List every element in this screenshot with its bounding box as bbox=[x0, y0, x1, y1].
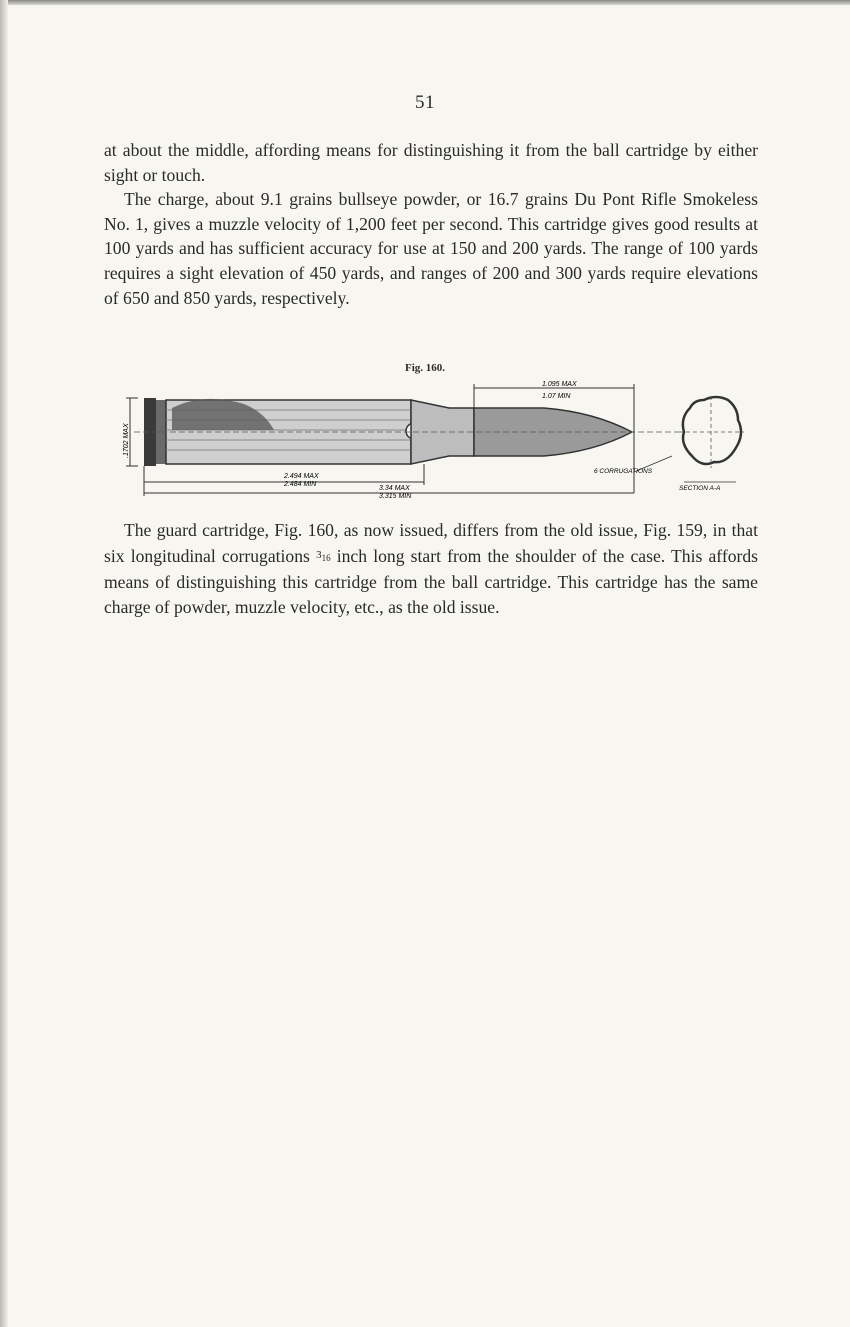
page-left-edge bbox=[0, 0, 8, 1327]
label-case-min: 2.484 MIN bbox=[284, 481, 317, 488]
paragraph-guard-text-2: inch long start from the shoulder of the case. This affords means of distinguishing this cartridge from the ball cartridge. This cartridge has the same charge of powder, muzzle velocity, etc., as the old issue. bbox=[104, 545, 758, 617]
label-corrugations: 6 CORRUGATIONS bbox=[594, 468, 653, 475]
page-number: 51 bbox=[415, 92, 435, 113]
text-block-top bbox=[104, 138, 758, 310]
label-section-a-a: SECTION A-A bbox=[679, 485, 721, 492]
label-overall-min: 3.315 MIN bbox=[379, 493, 412, 500]
paragraph-guard-cartridge bbox=[104, 518, 758, 619]
text-block-bottom bbox=[104, 518, 758, 619]
fraction-denominator: 16 bbox=[321, 552, 331, 563]
fraction-three-sixteenths bbox=[316, 549, 331, 561]
fraction-numerator: 3 bbox=[316, 548, 322, 561]
paragraph-continuation: at about the middle, affording means for distinguishing it from the ball cartridge by either sight or touch. bbox=[104, 140, 758, 185]
label-diameter: .1702 MAX bbox=[123, 423, 130, 458]
paragraph-guard-text-1: The guard cartridge, Fig. 160, as now issued, differs from the old issue, Fig. 159, in that six longitudinal corrugations bbox=[104, 520, 758, 566]
figure-caption: Fig. 160. bbox=[404, 362, 446, 374]
label-overall-max: 3.34 MAX bbox=[379, 485, 410, 492]
label-bullet-min: 1.07 MIN bbox=[542, 393, 571, 400]
label-bullet-max: 1.095 MAX bbox=[542, 381, 577, 388]
paragraph-charge: The charge, about 9.1 grains bullseye powder, or 16.7 grains Du Pont Rifle Smokeless No. 1, gives a muzzle velocity of 1,200 feet per second. This cartridge gives good results at 100 yards and has sufficient accuracy for use at 150 and 200 yards. The range of 100 yards requires a sight elevation of 450 yards, and ranges of 200 and 300 yards require elevations of 650 and 850 yards, respectively. bbox=[104, 189, 758, 308]
page-top-edge bbox=[0, 0, 850, 5]
section-a-a-drawing bbox=[683, 397, 741, 464]
cartridge-figure bbox=[124, 378, 744, 498]
label-case-max: 2.494 MAX bbox=[284, 473, 319, 480]
